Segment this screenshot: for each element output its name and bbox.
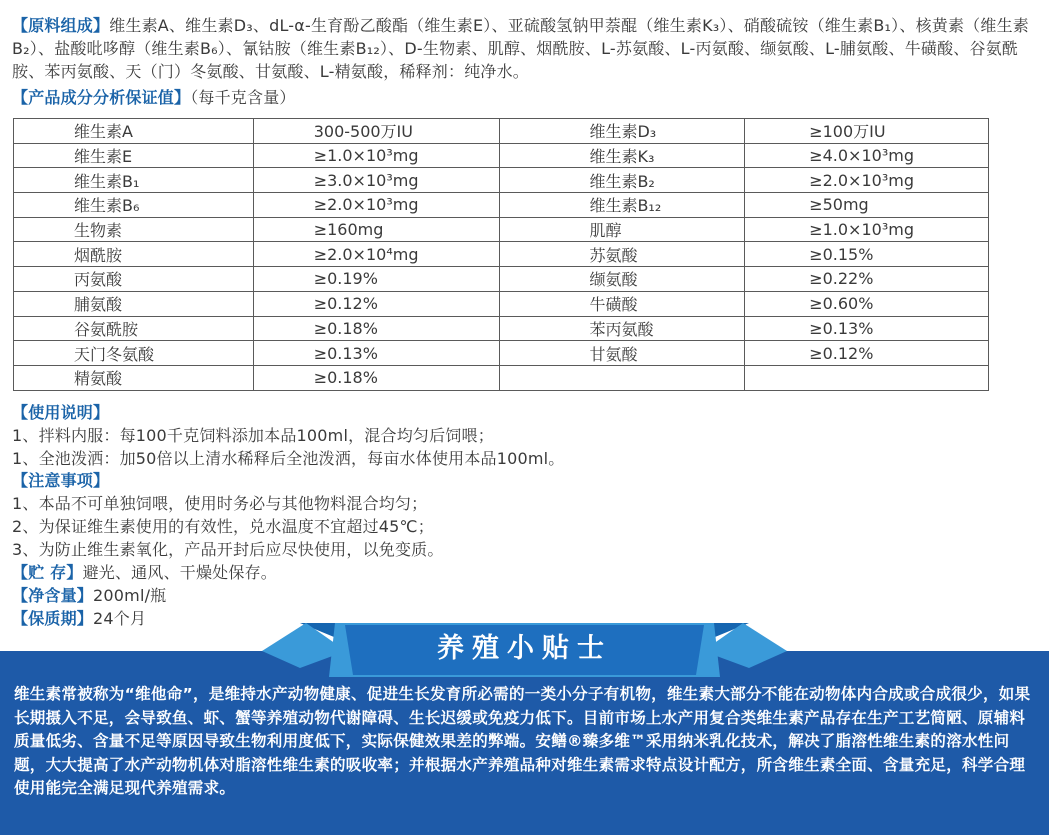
table-row xyxy=(14,291,989,316)
component-name-cell: 精氨酸 xyxy=(14,365,254,390)
net-content-heading: 【净含量】 xyxy=(12,586,94,605)
table-row xyxy=(14,242,989,267)
tips-title: 养殖小贴士 xyxy=(437,633,612,664)
component-value-cell: ≥0.60% xyxy=(745,291,989,316)
component-name-cell: 维生素E xyxy=(14,143,254,168)
component-name-cell: 维生素B₂ xyxy=(500,168,745,193)
storage-line xyxy=(12,561,1037,584)
analysis-table-body xyxy=(14,119,989,391)
ingredients-heading: 【原料组成】 xyxy=(12,16,110,35)
shelf-life-text: 24个月 xyxy=(93,609,147,628)
component-value-cell: ≥0.13% xyxy=(745,316,989,341)
table-row xyxy=(14,143,989,168)
notes-line: 3、为防止维生素氧化，产品开封后应尽快使用，以免变质。 xyxy=(12,540,444,559)
component-name-cell: 苏氨酸 xyxy=(500,242,745,267)
ingredients-text: 维生素A、维生素D₃、dL-α-生育酚乙酸酯（维生素E）、亚硫酸氢钠甲萘醌（维生素K₃）、硝酸硫铵（维生素B₁）、核黄素（维生素B₂）、盐酸吡哆醇（维生素B₆）、氰钴胺（维生素B₁₂）、D-生物素、肌醇、烟酰胺、L-苏氨酸、L-丙氨酸、缬氨酸、L-脯氨酸、牛磺酸、谷氨酰胺、苯丙氨酸、天（门）冬氨酸、甘氨酸、L-精氨酸，稀释剂：纯净水。 xyxy=(12,16,1029,81)
component-name-cell: 维生素A xyxy=(14,119,254,144)
table-row xyxy=(14,119,989,144)
component-name-cell: 缬氨酸 xyxy=(500,267,745,292)
net-content-line xyxy=(12,584,1037,607)
usage-heading: 【使用说明】 xyxy=(12,403,110,422)
component-name-cell: 天门冬氨酸 xyxy=(14,341,254,366)
table-row xyxy=(14,168,989,193)
component-value-cell: ≥0.12% xyxy=(253,291,500,316)
net-content-text: 200ml/瓶 xyxy=(93,586,167,605)
component-value-cell xyxy=(745,365,989,390)
analysis-subheading: （每千克含量） xyxy=(190,88,296,107)
storage-heading: 【贮 存】 xyxy=(12,563,83,582)
table-row xyxy=(14,316,989,341)
notes-line: 2、为保证维生素使用的有效性，兑水温度不宜超过45℃； xyxy=(12,517,434,536)
component-name-cell: 苯丙氨酸 xyxy=(500,316,745,341)
notes-section xyxy=(12,469,1037,561)
analysis-heading-line xyxy=(12,86,1037,109)
component-name-cell: 维生素D₃ xyxy=(500,119,745,144)
component-name-cell: 谷氨酰胺 xyxy=(14,316,254,341)
component-name-cell xyxy=(500,365,745,390)
component-name-cell: 牛磺酸 xyxy=(500,291,745,316)
component-value-cell: ≥2.0×10³mg xyxy=(253,193,500,218)
component-value-cell: 300-500万IU xyxy=(253,119,500,144)
component-value-cell: ≥0.18% xyxy=(253,365,500,390)
component-value-cell: ≥0.12% xyxy=(745,341,989,366)
analysis-heading: 【产品成分分析保证值】 xyxy=(12,88,191,107)
component-name-cell: 丙氨酸 xyxy=(14,267,254,292)
storage-text: 避光、通风、干燥处保存。 xyxy=(82,563,277,582)
component-value-cell: ≥0.18% xyxy=(253,316,500,341)
component-value-cell: ≥100万IU xyxy=(745,119,989,144)
table-row xyxy=(14,193,989,218)
component-value-cell: ≥0.22% xyxy=(745,267,989,292)
component-value-cell: ≥3.0×10³mg xyxy=(253,168,500,193)
tips-body: 维生素常被称为“维他命”，是维持水产动物健康、促进生长发育所必需的一类小分子有机物，维生素大部分不能在动物体内合成或合成很少，如果长期摄入不足，会导致鱼、虾、蟹等养殖动物代谢障碍、生长迟缓或免疫力低下。目前市场上水产用复合类维生素产品存在生产工艺简陋、原辅料质量低劣、含量不足等原因导致生物利用度低下，实际保健效果差的弊端。安鳝®臻多维™采用纳米乳化技术，解决了脂溶性维生素的溶水性问题，大大提高了水产动物机体对脂溶性维生素的吸收率；并根据水产养殖品种对维生素需求特点设计配方，所含维生素全面、含量充足，科学合理使用能完全满足现代养殖需求。 xyxy=(14,685,1031,797)
shelf-life-heading: 【保质期】 xyxy=(12,609,94,628)
component-name-cell: 维生素K₃ xyxy=(500,143,745,168)
ingredients-section xyxy=(12,14,1037,83)
usage-line: 1、全池泼洒：加50倍以上清水稀释后全池泼洒，每亩水体使用本品100ml。 xyxy=(12,449,565,468)
component-value-cell: ≥0.19% xyxy=(253,267,500,292)
component-value-cell: ≥0.15% xyxy=(745,242,989,267)
table-row xyxy=(14,365,989,390)
component-value-cell: ≥2.0×10⁴mg xyxy=(253,242,500,267)
analysis-table xyxy=(13,118,989,391)
table-row xyxy=(14,341,989,366)
component-name-cell: 肌醇 xyxy=(500,217,745,242)
usage-line: 1、拌料内服：每100千克饲料添加本品100ml，混合均匀后饲喂； xyxy=(12,426,494,445)
component-name-cell: 维生素B₆ xyxy=(14,193,254,218)
usage-section xyxy=(12,401,1037,470)
component-name-cell: 甘氨酸 xyxy=(500,341,745,366)
notes-line: 1、本品不可单独饲喂，使用时务必与其他物料混合均匀； xyxy=(12,494,428,513)
component-value-cell: ≥1.0×10³mg xyxy=(745,217,989,242)
component-value-cell: ≥1.0×10³mg xyxy=(253,143,500,168)
component-name-cell: 生物素 xyxy=(14,217,254,242)
component-value-cell: ≥50mg xyxy=(745,193,989,218)
component-value-cell: ≥2.0×10³mg xyxy=(745,168,989,193)
notes-heading: 【注意事项】 xyxy=(12,471,110,490)
component-value-cell: ≥160mg xyxy=(253,217,500,242)
component-value-cell: ≥0.13% xyxy=(253,341,500,366)
component-name-cell: 脯氨酸 xyxy=(14,291,254,316)
component-name-cell: 维生素B₁ xyxy=(14,168,254,193)
table-row xyxy=(14,217,989,242)
component-value-cell: ≥4.0×10³mg xyxy=(745,143,989,168)
component-name-cell: 维生素B₁₂ xyxy=(500,193,745,218)
component-name-cell: 烟酰胺 xyxy=(14,242,254,267)
table-row xyxy=(14,267,989,292)
